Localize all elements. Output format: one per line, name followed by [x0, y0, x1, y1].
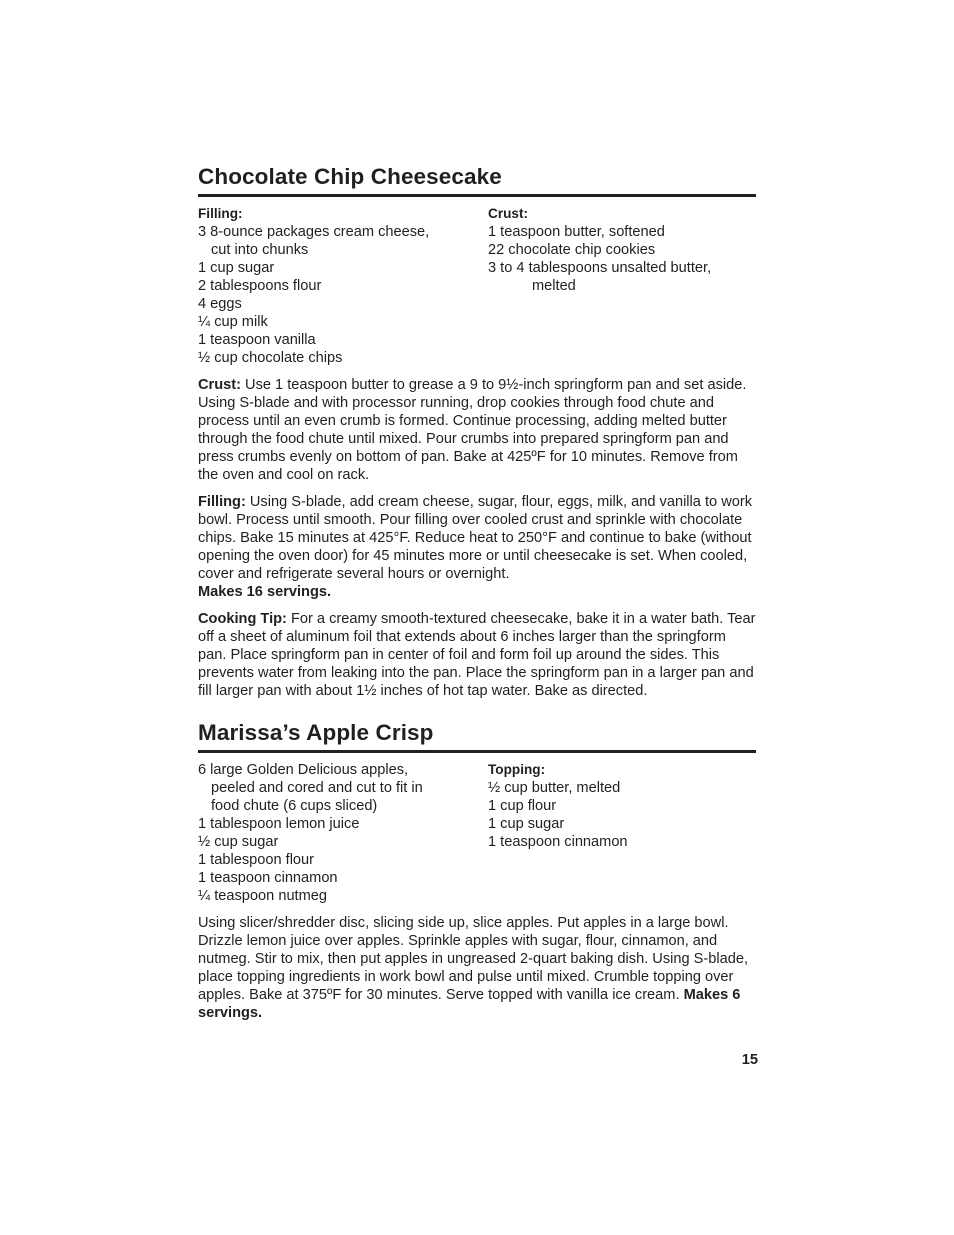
crust-heading: Crust:: [488, 206, 529, 221]
ingredient-line: 1 cup flour: [488, 798, 557, 814]
crust-text: Use 1 teaspoon butter to grease a 9 to 9½-inch springform pan and set aside. Using S-blade and with processor running, drop cookies through food chute and process until an even crumb is formed. Continue processing, adding melted butter through the food chute until mixed. Pour crumbs into prepared springform pan and press crumbs evenly on bottom of pan. Bake at 425ºF for 10 minutes. Remove from the oven and cool on rack.: [198, 377, 747, 483]
ingredient-line: 4 eggs: [198, 296, 242, 312]
ingredients-block: [198, 205, 756, 367]
ingredient-line: 1 teaspoon vanilla: [198, 332, 316, 348]
ingredient-line: 1 teaspoon cinnamon: [198, 870, 338, 886]
apple-list: [198, 761, 488, 905]
ingredient-line: melted: [532, 278, 576, 294]
recipe-chocolate-chip-cheesecake: [198, 160, 756, 700]
servings: Makes 16 servings.: [198, 584, 332, 600]
tip-text: For a creamy smooth-textured cheesecake, bake it in a water bath. Tear off a sheet of aluminum foil that extends about 6 inches larger than the springform pan. Place springform pan in center of foil and form foil up around the sides. This prevents water from leaking into the pan. Place the springform pan in a larger pan and fill larger pan with about 1½ inches of hot tap water. Bake as directed.: [198, 611, 756, 699]
title-rule: [198, 194, 756, 197]
crust-label: Crust:: [198, 377, 241, 393]
crust-instructions: [198, 376, 756, 484]
ingredients-block: [198, 761, 756, 905]
ingredient-line: cut into chunks: [211, 242, 309, 258]
ingredient-line: ½ cup sugar: [198, 834, 279, 850]
filling-ingredients: [198, 205, 488, 367]
topping-list: [488, 779, 756, 851]
ingredient-line: 1 teaspoon cinnamon: [488, 834, 628, 850]
ingredient-line: 1 teaspoon butter, softened: [488, 224, 665, 240]
apple-crisp-instructions: [198, 914, 756, 1022]
ingredient-line: 22 chocolate chip cookies: [488, 242, 656, 258]
topping-ingredients: [488, 761, 756, 905]
title-rule: [198, 750, 756, 753]
page-number: 15: [741, 1052, 758, 1068]
recipe-title: Marissa’s Apple Crisp: [198, 720, 434, 745]
ingredient-line: 1 tablespoon flour: [198, 852, 315, 868]
method-text: Using slicer/shredder disc, slicing side up, slice apples. Put apples in a large bowl. Drizzle lemon juice over apples. Sprinkle apples with sugar, flour, cinnamon, and nutmeg. Stir to mix, then put apples in ungreased 2-quart baking dish. Using S-blade, place topping ingredients in work bowl and pulse until mixed. Crumble topping over apples. Bake at 375ºF for 30 minutes. Serve topped with vanilla ice cream.: [198, 915, 749, 1003]
recipe-page: [198, 160, 756, 1031]
cooking-tip: [198, 610, 756, 700]
ingredient-line: ¼ cup milk: [198, 314, 268, 330]
topping-heading: Topping:: [488, 762, 546, 777]
ingredient-line: ½ cup chocolate chips: [198, 350, 343, 366]
crust-list: [488, 223, 756, 295]
ingredient-line: peeled and cored and cut to fit in: [211, 780, 423, 796]
filling-list: [198, 223, 488, 367]
filling-text: Using S-blade, add cream cheese, sugar, flour, eggs, milk, and vanilla to work bowl. Process until smooth. Pour filling over cooled crust and sprinkle with chocolate chips. Bake 15 minutes at 425°F. Reduce heat to 250°F and continue to bake (without opening the oven door) for 45 minutes more or until cheesecake is set. When cooled, cover and refrigerate several hours or overnight.: [198, 494, 753, 582]
recipe-title: Chocolate Chip Cheesecake: [198, 164, 502, 189]
ingredient-line: 1 cup sugar: [198, 260, 275, 276]
ingredient-line: 6 large Golden Delicious apples,: [198, 762, 409, 778]
crust-ingredients: [488, 205, 756, 367]
ingredient-line: 1 cup sugar: [488, 816, 565, 832]
ingredient-line: food chute (6 cups sliced): [211, 798, 378, 814]
ingredient-line: 3 to 4 tablespoons unsalted butter,: [488, 260, 712, 276]
servings: Makes 6 servings.: [198, 987, 741, 1021]
filling-instructions: [198, 493, 756, 601]
ingredient-line: 2 tablespoons flour: [198, 278, 322, 294]
ingredient-line: 3 8-ounce packages cream cheese,: [198, 224, 430, 240]
filling-label: Filling:: [198, 494, 246, 510]
ingredient-line: ½ cup butter, melted: [488, 780, 621, 796]
filling-heading: Filling:: [198, 206, 243, 221]
apple-ingredients: [198, 761, 488, 905]
tip-label: Cooking Tip:: [198, 611, 287, 627]
recipe-apple-crisp: [198, 716, 756, 1022]
ingredient-line: 1 tablespoon lemon juice: [198, 816, 360, 832]
ingredient-line: ¼ teaspoon nutmeg: [198, 888, 328, 904]
